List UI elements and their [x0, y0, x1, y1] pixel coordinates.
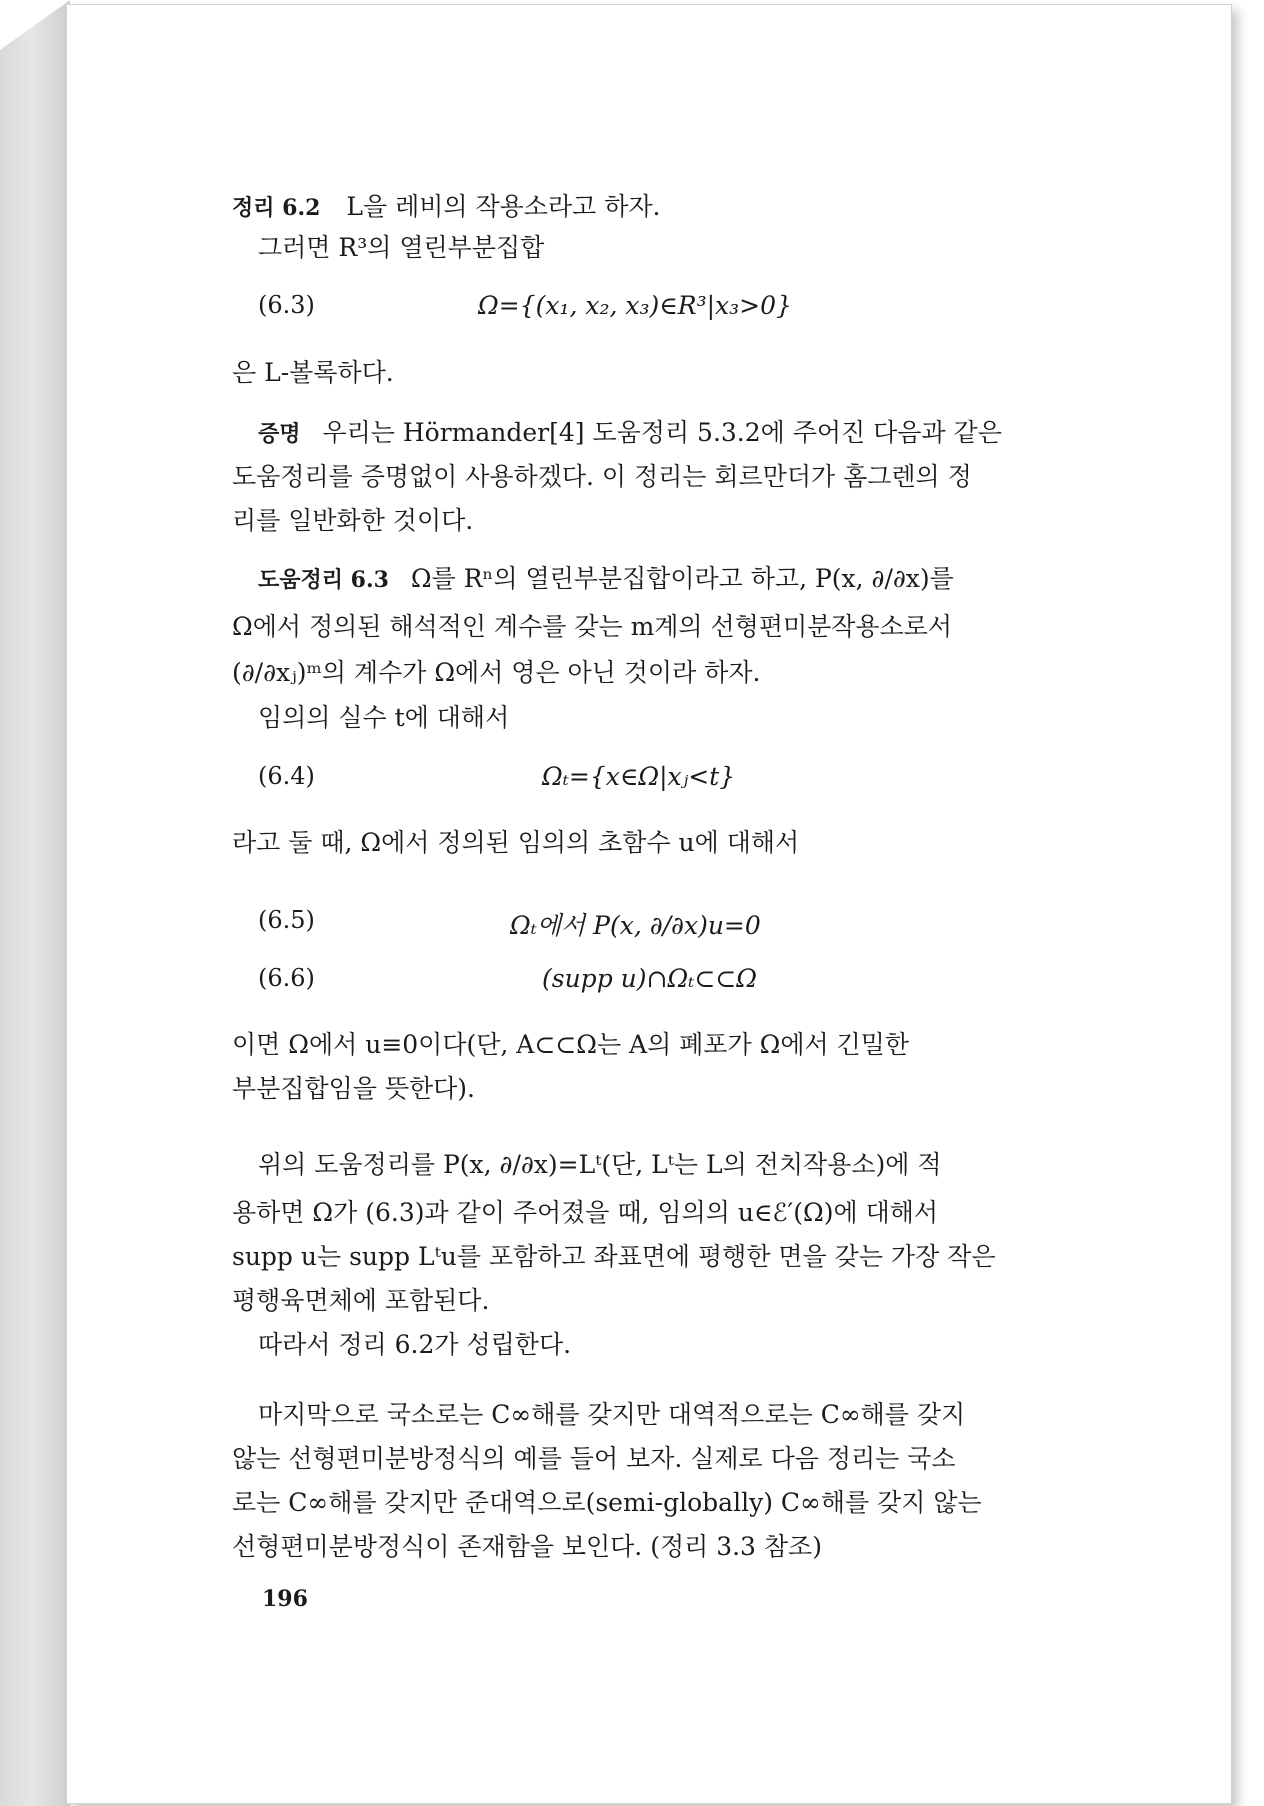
lemma-line-2: Ω에서 정의된 해석적인 계수를 갖는 m계의 선형편미분작용소로서 [232, 612, 953, 641]
book-spine [0, 0, 70, 1806]
proof-text-1: 우리는 Hörmander[4] 도움정리 5.3.2에 주어진 다음과 같은 [322, 418, 1002, 447]
lemma-label: 도움정리 6.3 [258, 567, 389, 593]
theorem-line-1 [232, 186, 1084, 229]
eq-6-6-formula: (supp u)∩Ωₜ⊂⊂Ω [542, 964, 757, 993]
lemma-line-3: (∂/∂xⱼ)ᵐ의 계수가 Ω에서 영은 아닌 것이라 하자. [232, 658, 761, 687]
eq-6-3-formula: Ω={(x₁, x₂, x₃)∈R³|x₃>0} [478, 291, 792, 320]
proof-label: 증명 [258, 421, 301, 447]
lemma-line-1 [232, 558, 1110, 601]
para1-line-3: supp u는 supp Lᵗu를 포함하고 좌표면에 평행한 면을 갖는 가장 작은 [232, 1242, 996, 1271]
conclusion-line-2: 부분집합임을 뜻한다). [232, 1074, 475, 1103]
proof-line-2: 도움정리를 증명없이 사용하겠다. 이 정리는 회르만더가 홈그렌의 정 [232, 462, 972, 491]
proof-line-3: 리를 일반화한 것이다. [232, 506, 474, 535]
para1-line-2: 용하면 Ω가 (6.3)과 같이 주어졌을 때, 임의의 u∈ℰ′(Ω)에 대해서 [232, 1198, 939, 1227]
para2-line-4: 선형편미분방정식이 존재함을 보인다. (정리 3.3 참조) [232, 1532, 822, 1561]
theorem-text-1: L을 레비의 작용소라고 하자. [346, 192, 661, 221]
spine-corner [0, 0, 70, 50]
para2-line-1: 마지막으로 국소로는 C∞해를 갖지만 대역적으로는 C∞해를 갖지 [258, 1400, 966, 1429]
para2-line-3: 로는 C∞해를 갖지만 준대역으로(semi-globally) C∞해를 갖지 않는 [232, 1488, 982, 1517]
eq-6-4-number: (6.4) [258, 762, 315, 790]
para1-line-1: 위의 도움정리를 P(x, ∂/∂x)=Lᵗ(단, Lᵗ는 L의 전치작용소)에 적 [258, 1150, 942, 1179]
para1-line-4: 평행육면체에 포함된다. [232, 1286, 490, 1315]
lemma-text-1: Ω를 Rⁿ의 열린부분집합이라고 하고, P(x, ∂/∂x)를 [410, 564, 954, 593]
eq-6-5-formula: Ωₜ에서 P(x, ∂/∂x)u=0 [510, 911, 761, 940]
eq-6-4-formula: Ωₜ={x∈Ω|xⱼ<t} [542, 762, 736, 791]
eq-6-5-number: (6.5) [258, 906, 315, 934]
proof-line-1 [232, 412, 1110, 455]
theorem-line-2: 그러면 R³의 열린부분집합 [258, 233, 545, 262]
eq-6-6-number: (6.6) [258, 964, 315, 992]
after-eq-6-3: 은 L-볼록하다. [232, 358, 394, 387]
para2-line-2: 않는 선형편미분방정식의 예를 들어 보자. 실제로 다음 정리는 국소 [232, 1444, 956, 1473]
theorem-label: 정리 6.2 [232, 195, 321, 221]
page-number: 196 [262, 1586, 308, 1612]
conclusion-line-1: 이면 Ω에서 u≡0이다(단, A⊂⊂Ω는 A의 폐포가 Ω에서 긴밀한 [232, 1030, 910, 1059]
lemma-line-4: 임의의 실수 t에 대해서 [258, 703, 510, 732]
eq-6-3-number: (6.3) [258, 291, 315, 319]
para1-line-5: 따라서 정리 6.2가 성립한다. [258, 1330, 572, 1359]
after-eq-6-4: 라고 둘 때, Ω에서 정의된 임의의 초함수 u에 대해서 [232, 828, 800, 857]
